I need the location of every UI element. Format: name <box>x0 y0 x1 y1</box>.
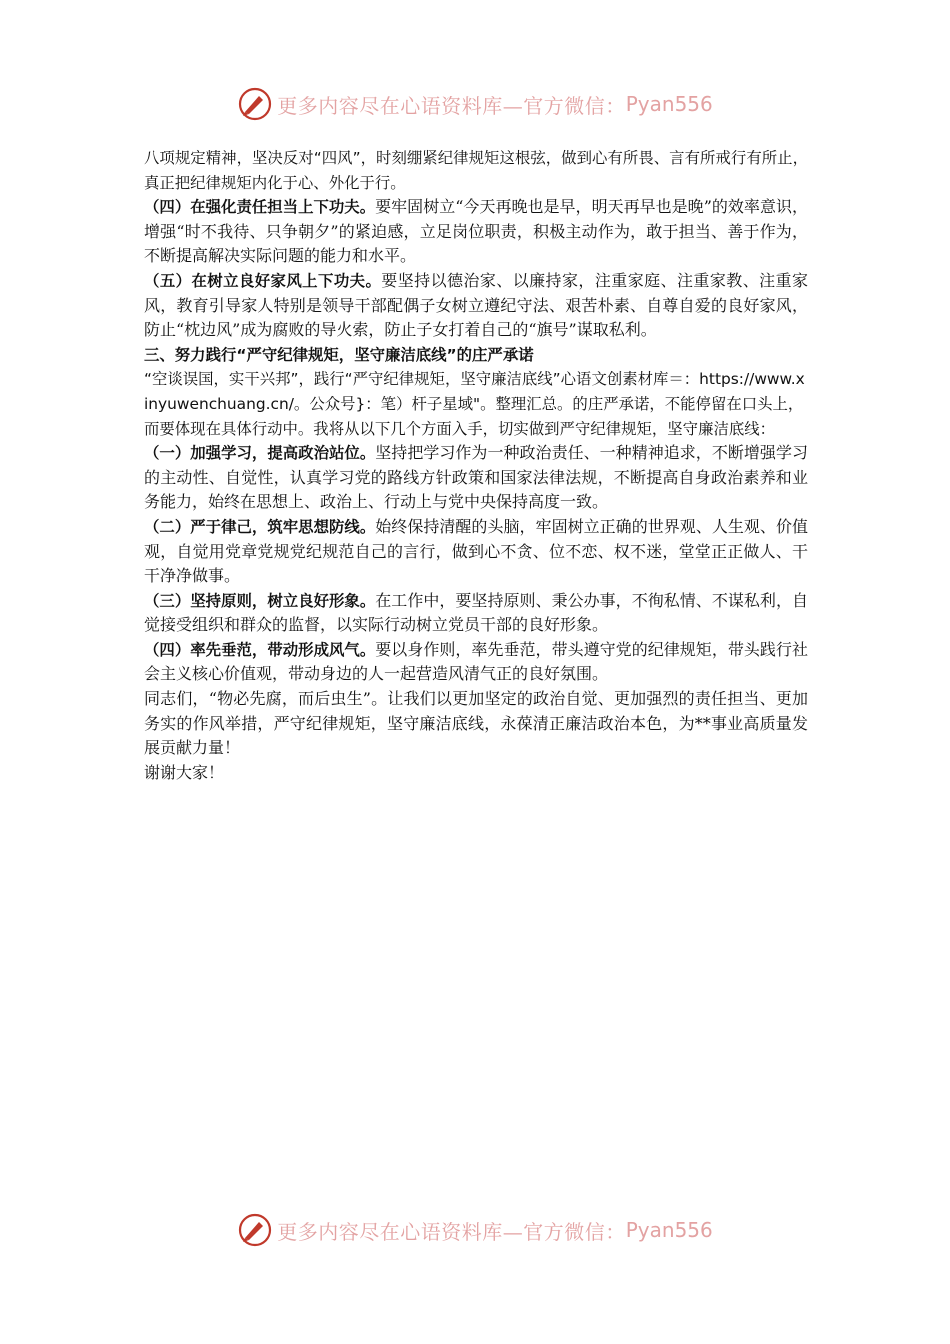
paragraph: （四）率先垂范，带动形成风气。要以身作则，率先垂范，带头遵守党的纪律规矩，带头践行社会主义核心价值观，带动身边的人一起营造风清气正的良好氛围。 <box>144 639 808 684</box>
paragraph: （一）加强学习，提高政治站位。坚持把学习作为一种政治责任、一种精神追求，不断增强学习的主动性、自觉性，认真学习党的路线方针政策和国家法律法规，不断提高自身政治素养和业务能力，始终在思想上、政治上、行动上与党中央保持高度一致。 <box>144 443 808 512</box>
paragraph: 八项规定精神，坚决反对“四风”，时刻绷紧纪律规矩这根弦，做到心有所畏、言有所戒行有所止，真正把纪律规矩内化于心、外化于行。 <box>144 149 808 192</box>
paragraph: “空谈误国，实干兴邦”，践行“严守纪律规矩，坚守廉洁底线”心语文创素材库＝：https://www.xinyuwenchuang.cn/。公众号}：笔）杆子星域"。整理汇总。的庄严承诺，不能停留在口头上，而要体现在具体行动中。我将从以下几个方面入手，切实做到严守纪律规矩，坚守廉洁底线： <box>144 370 805 438</box>
pen-logo-icon <box>237 86 273 122</box>
section-heading: 三、努力践行“严守纪律规矩，坚守廉洁底线”的庄严承诺 <box>144 345 534 364</box>
paragraph: （四）在强化责任担当上下功夫。要牢固树立“今天再晚也是早，明天再早也是晚”的效率意识，增强“时不我待、只争朝夕”的紧迫感，立足岗位职责，积极主动作为，敢于担当、善于作为，不断提高解决实际问题的能力和水平。 <box>144 197 808 266</box>
paragraph: （五）在树立良好家风上下功夫。要坚持以德治家、以廉持家，注重家庭、注重家教、注重家风，教育引导家人特别是领导干部配偶子女树立遵纪守法、艰苦朴素、自尊自爱的良好家风，防止“枕边风”成为腐败的导火索，防止子女打着自己的“旗号”谋取私利。 <box>144 270 808 340</box>
pen-logo-icon <box>237 1212 273 1248</box>
banner-text: 更多内容尽在心语资料库—官方微信： <box>277 1219 626 1244</box>
closing-line: 谢谢大家！ <box>144 762 225 782</box>
banner-wechat-id: Pyan556 <box>625 1218 713 1242</box>
paragraph: 同志们，“物必先腐，而后虫生”。让我们以更加坚定的政治自觉、更加强烈的责任担当、更加务实的作风举措，严守纪律规矩，坚守廉洁底线，永葆清正廉洁政治本色，为**事业高质量发展贡献力量！ <box>144 689 808 758</box>
header-watermark-banner <box>0 84 950 124</box>
banner-text: 更多内容尽在心语资料库—官方微信： <box>277 93 626 118</box>
banner-wechat-id: Pyan556 <box>625 92 713 116</box>
footer-watermark-banner <box>0 1210 950 1250</box>
document-body <box>144 146 808 785</box>
paragraph: （三）坚持原则，树立良好形象。在工作中，要坚持原则、秉公办事，不徇私情、不谋私利，自觉接受组织和群众的监督，以实际行动树立党员干部的良好形象。 <box>144 590 808 635</box>
paragraph: （二）严于律己，筑牢思想防线。始终保持清醒的头脑，牢固树立正确的世界观、人生观、价值观，自觉用党章党规党纪规范自己的言行，做到心不贪、位不恋、权不迷，堂堂正正做人、干干净净做事。 <box>144 516 808 586</box>
